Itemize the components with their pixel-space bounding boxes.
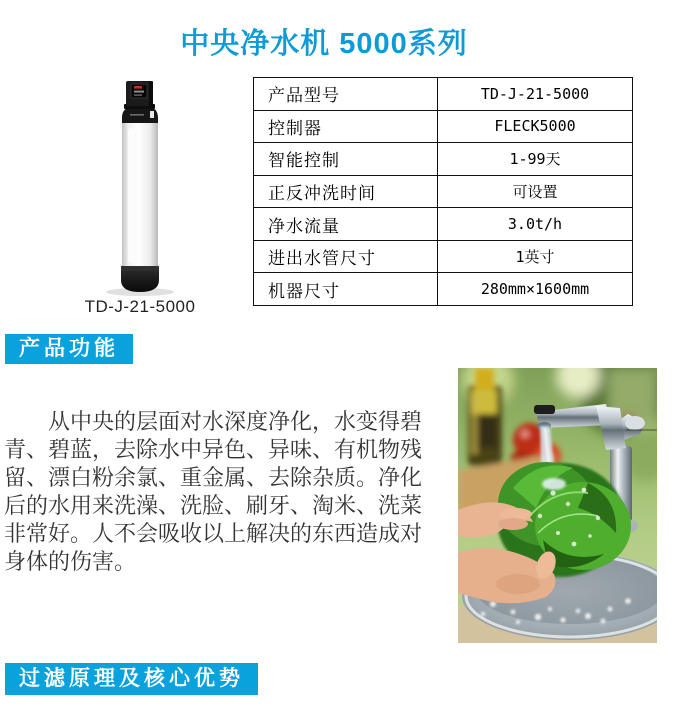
spec-label: 智能控制	[254, 143, 438, 175]
section-heading-filtration: 过滤原理及核心优势	[5, 663, 258, 695]
paragraph-line: 从中央的层面对水深度净化，水变得碧	[48, 409, 423, 434]
spec-value: FLECK5000	[494, 117, 576, 136]
kitchen-washing-photo	[458, 368, 657, 643]
spec-label: 净水流量	[254, 208, 438, 240]
spec-label: 机器尺寸	[254, 273, 438, 305]
table-row	[254, 111, 632, 144]
spec-value: 1-99天	[509, 150, 561, 169]
features-paragraph	[4, 408, 456, 576]
product-model-caption: TD-J-21-5000	[84, 297, 196, 316]
table-row	[254, 241, 632, 274]
spec-label: 产品型号	[254, 78, 438, 110]
spec-value: 3.0t/h	[507, 215, 563, 234]
page-title: 中央净水机 5000系列	[180, 28, 468, 60]
spec-value: 可设置	[512, 183, 558, 202]
paragraph-line: 后的水用来洗澡、洗脸、刷牙、淘米、洗菜	[4, 493, 423, 518]
spec-label: 控制器	[254, 111, 438, 143]
section-heading-features: 产品功能	[5, 334, 133, 364]
paragraph-line: 留、漂白粉余氯、重金属、去除杂质。净化	[4, 465, 423, 490]
table-row	[254, 143, 632, 176]
spec-table	[253, 77, 633, 306]
spec-value: 1英寸	[515, 248, 555, 267]
water-purifier-illustration	[88, 80, 192, 298]
paragraph-line: 非常好。人不会吸收以上解决的东西造成对	[4, 521, 423, 546]
table-row	[254, 273, 632, 305]
spec-value: TD-J-21-5000	[480, 84, 590, 103]
table-row	[254, 78, 632, 111]
water-purifier-image	[88, 80, 192, 298]
paragraph-line: 青、碧蓝，去除水中异色、异味、有机物残	[4, 437, 423, 462]
table-row	[254, 208, 632, 241]
spec-label: 正反冲洗时间	[254, 176, 438, 208]
table-row	[254, 176, 632, 209]
kitchen-photo-illustration	[458, 368, 657, 643]
spec-value: 280mm×1600mm	[480, 280, 590, 299]
paragraph-line: 身体的伤害。	[4, 549, 137, 574]
spec-label: 进出水管尺寸	[254, 241, 438, 273]
